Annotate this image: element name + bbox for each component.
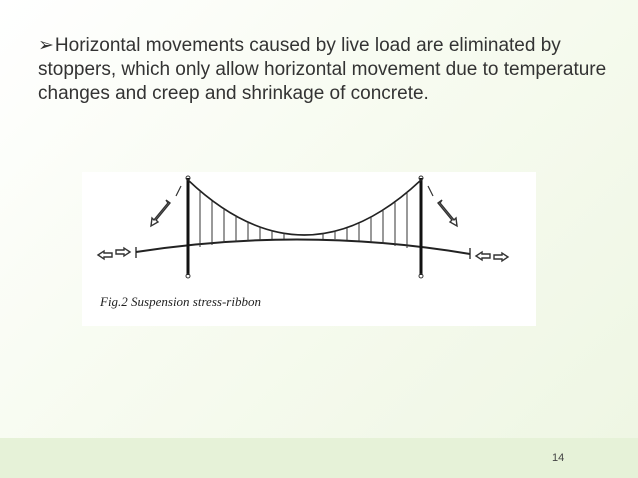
footer-band [0,438,638,478]
page-number: 14 [552,452,565,464]
left-anchor-arrow-icon [151,200,170,226]
slide-body-text [38,34,608,106]
right-stopper-arrows-icon [470,248,508,261]
arrow-bullet-icon: ➢ [38,35,54,56]
main-cable [188,180,421,235]
suspension-bridge-figure [82,172,536,326]
figure-caption: Fig.2 Suspension stress-ribbon [100,294,261,309]
bullet-text: Horizontal movements caused by live load are eliminated by stoppers, which only allow horizontal movement due to temperature changes and creep and shrinkage of concrete. [38,35,607,104]
right-anchor-arrow-icon [438,200,457,226]
left-stopper-arrows-icon [98,247,136,259]
